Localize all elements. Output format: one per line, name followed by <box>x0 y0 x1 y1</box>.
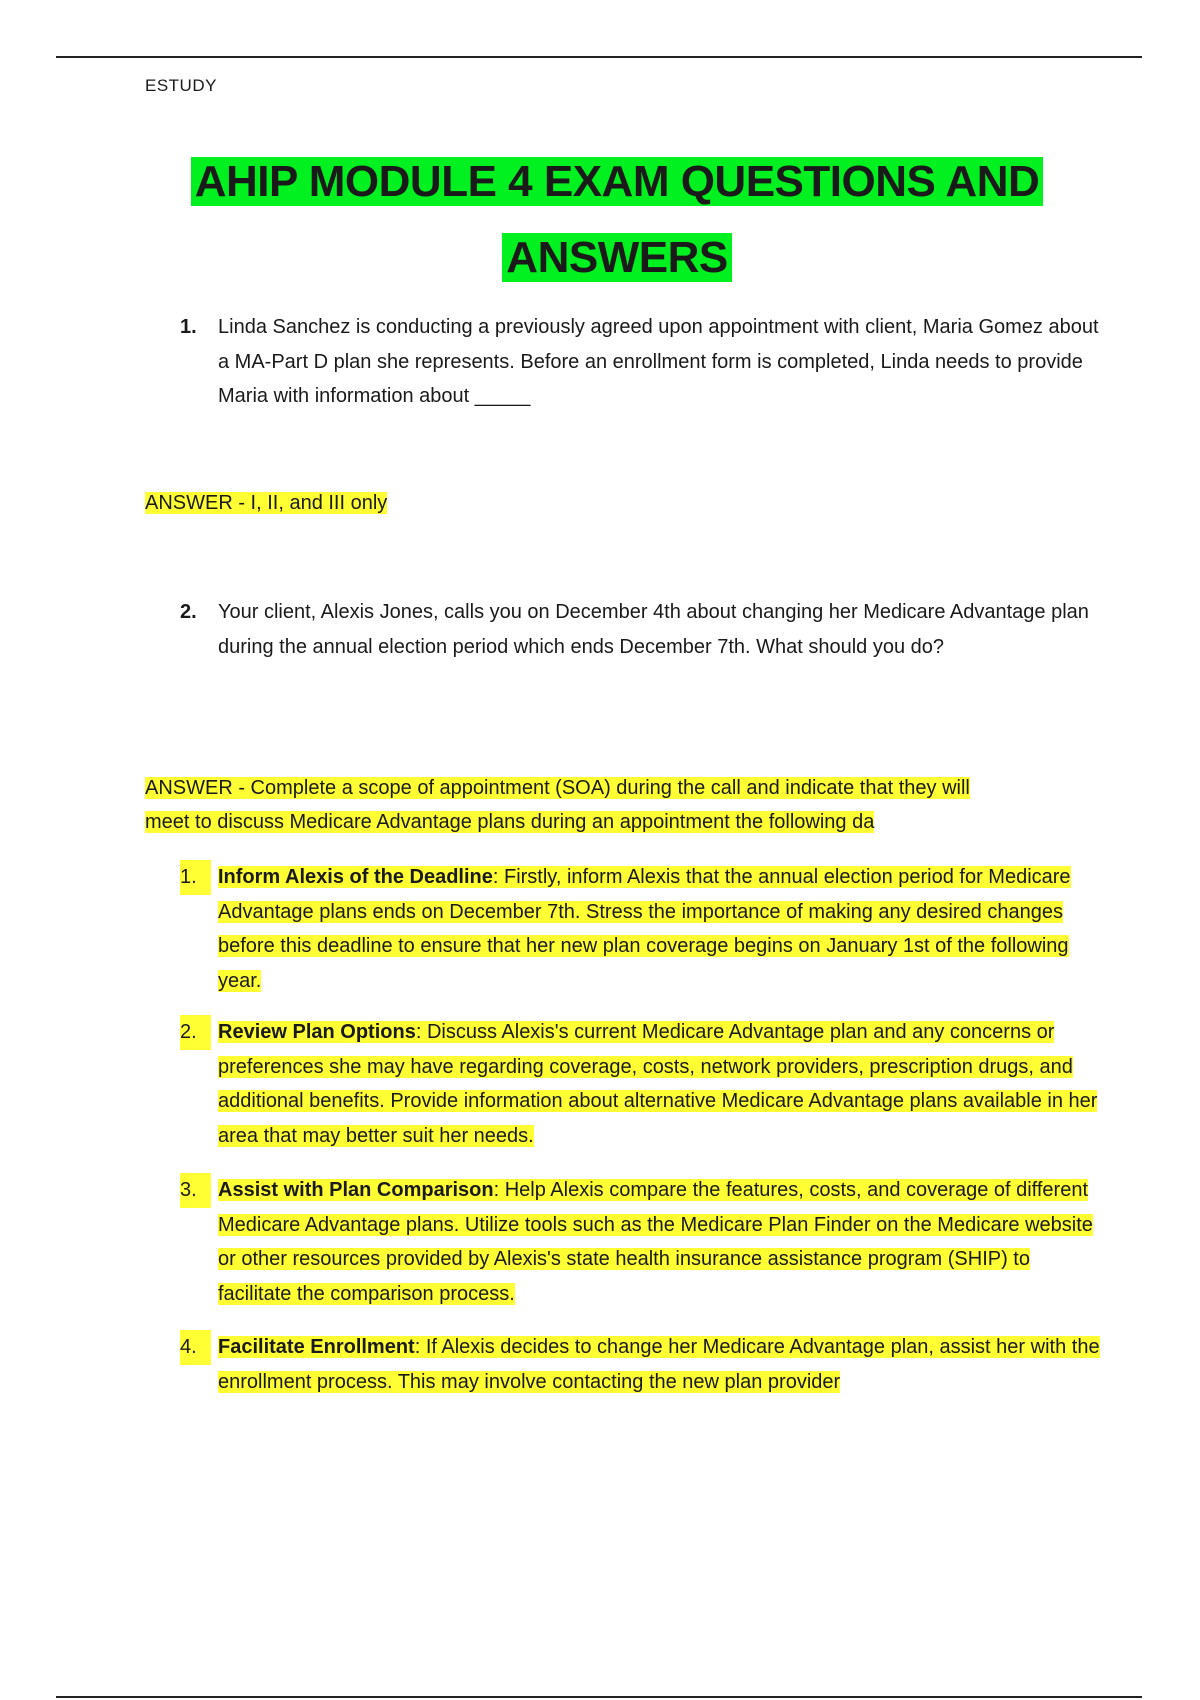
page-title <box>0 144 1200 296</box>
bottom-rule <box>56 1696 1142 1698</box>
answer-text-line-1: ANSWER - Complete a scope of appointment (SOA) during the call and indicate that they will <box>145 777 970 799</box>
question-number: 2. <box>180 601 197 623</box>
step-text: : If Alexis decides to change her Medicare Advantage plan, assist her with the enrollment process. This may involve contacting the new plan provider <box>218 1336 1100 1393</box>
step-number: 3. <box>180 1173 211 1208</box>
step-item <box>180 860 1100 998</box>
step-item <box>180 1330 1100 1399</box>
step-number: 2. <box>180 1015 211 1050</box>
answer-1 <box>145 486 1065 520</box>
step-heading: Facilitate Enrollment <box>218 1336 415 1358</box>
step-text: : Firstly, inform Alexis that the annual election period for Medicare Advantage plans ends on December 7th. Stress the importance of making any desired changes before this deadline to ensure that her new plan coverage begins on January 1st of the following year. <box>218 866 1071 992</box>
title-line-1: AHIP MODULE 4 EXAM QUESTIONS AND <box>191 157 1044 206</box>
question-1 <box>180 310 1100 414</box>
step-heading: Assist with Plan Comparison <box>218 1179 494 1201</box>
question-2 <box>180 595 1100 664</box>
question-number: 1. <box>180 316 197 338</box>
step-item <box>180 1015 1100 1153</box>
question-text: Your client, Alexis Jones, calls you on December 4th about changing her Medicare Advantage plan during the annual election period which ends December 7th. What should you do? <box>218 601 1089 658</box>
step-heading: Review Plan Options <box>218 1021 416 1043</box>
title-line-2: ANSWERS <box>502 233 731 282</box>
header-label: ESTUDY <box>145 76 217 95</box>
step-number: 1. <box>180 860 211 895</box>
step-item <box>180 1173 1100 1311</box>
question-text: Linda Sanchez is conducting a previously agreed upon appointment with client, Maria Gomez about a MA-Part D plan she represents. Before an enrollment form is completed, Linda needs to provide Maria with information about _____ <box>218 316 1099 407</box>
top-rule <box>56 56 1142 58</box>
answer-text: ANSWER - I, II, and III only <box>145 492 388 514</box>
answer-2 <box>145 771 1085 839</box>
step-text: : Discuss Alexis's current Medicare Advantage plan and any concerns or preferences she may have regarding coverage, costs, network providers, prescription drugs, and additional benefits. Provide information about alternative Medicare Advantage plans available in her area that may better suit her needs. <box>218 1021 1098 1147</box>
answer-text-line-2: meet to discuss Medicare Advantage plans during an appointment the following da <box>145 811 875 833</box>
step-heading: Inform Alexis of the Deadline <box>218 866 493 888</box>
step-text: : Help Alexis compare the features, costs, and coverage of different Medicare Advantage plans. Utilize tools such as the Medicare Plan Finder on the Medicare website or other resources provided by Alexis's state health insurance assistance program (SHIP) to facilitate the comparison process. <box>218 1179 1093 1305</box>
step-number: 4. <box>180 1330 211 1365</box>
